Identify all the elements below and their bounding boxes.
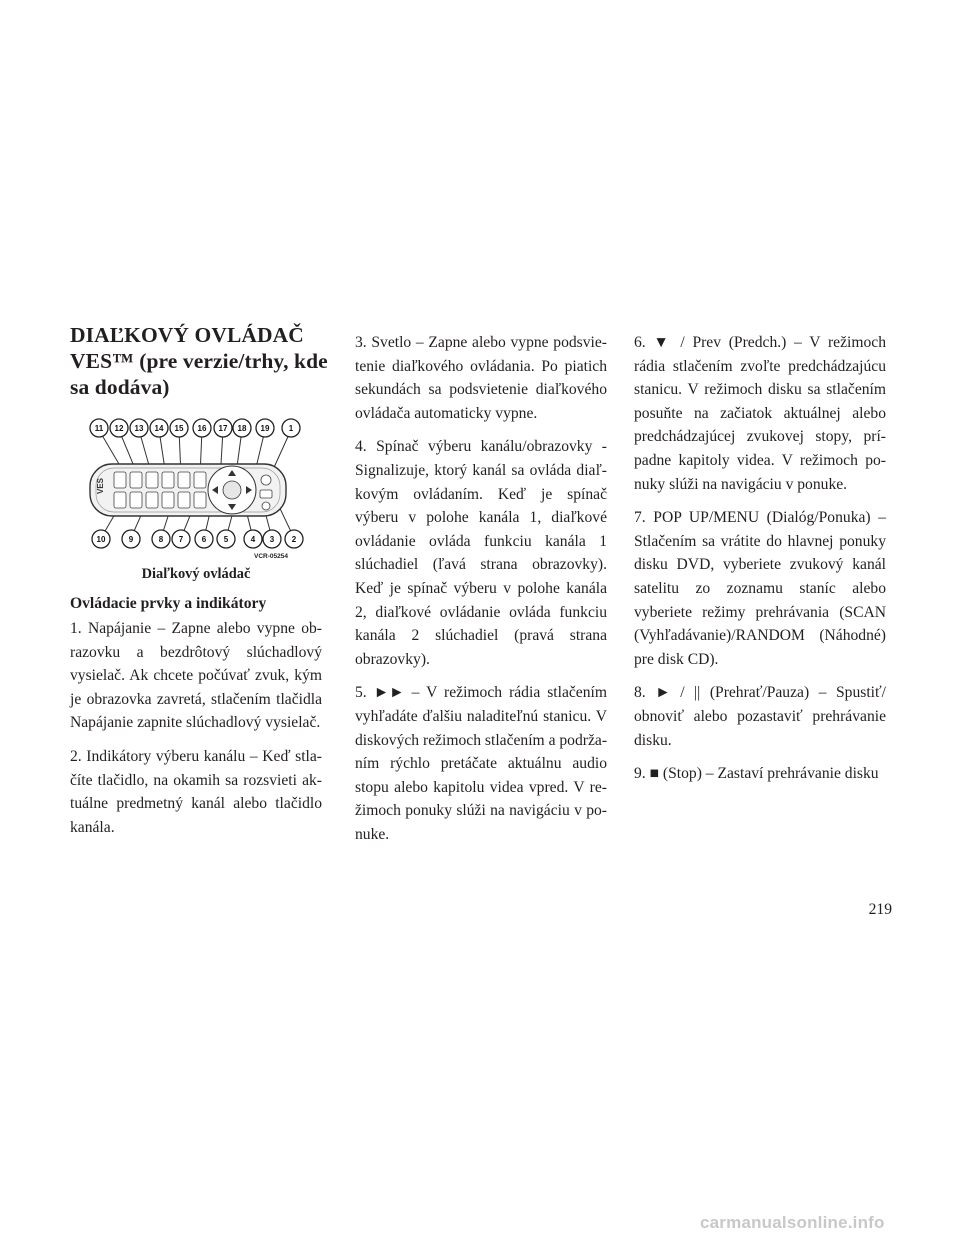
subheading: Ovládacie prvky a indikátory xyxy=(70,595,267,612)
callout-2: 2 xyxy=(291,535,297,544)
callout-5: 5 xyxy=(223,535,229,544)
paragraph-2: 2. Indikátory výberu kanálu – Keď stlačíte tlačidlo, na okamih sa rozsvieti aktuálne predmetný kanál alebo tlačidlo kanála. xyxy=(70,747,322,836)
callout-8: 8 xyxy=(158,535,164,544)
callout-1: 1 xyxy=(288,424,294,433)
figure-caption: Diaľkový ovládač xyxy=(141,566,251,582)
paragraph-6: 6. ▼ / Prev (Predch.) – V režimoch rádia stlačením zvoľte predchádzajúcu stanicu. V režimoch disku sa stlačením posuňte na začiatok aktuálnej alebo predchádzajúcej zvukovej stopy, prípadne kapitoly videa. V režimoch ponuky slúži na navigáciu v ponuke. xyxy=(634,334,886,493)
paragraph-3: 3. Svetlo – Zapne alebo vypne podsvietenie diaľkového ovládania. Po piatich sekundách sa podsvietenie diaľkového ovládača automaticky vypne. xyxy=(355,334,607,422)
callout-13: 13 xyxy=(134,424,144,433)
watermark: carmanualsonline.info xyxy=(700,1213,885,1232)
callout-15: 15 xyxy=(174,424,184,433)
paragraph-9: 9. ■ (Stop) – Zastaví prehrávanie disku xyxy=(634,765,879,783)
paragraph-1: 1. Napájanie – Zapne alebo vypne obrazovku a bezdrôtový slúchadlový vysielač. Ak chcete počúvať zvuk, kým je obrazovka zavretá, stlačením tlačidla Napájanie zapnite slúchadlový vysielač. xyxy=(70,620,322,732)
callout-6: 6 xyxy=(201,535,207,544)
callout-17: 17 xyxy=(218,424,228,433)
paragraph-7: 7. POP UP/MENU (Dialóg/Ponuka) – Stlačením sa vrátite do hlavnej ponuky disku DVD, vyberiete zvukový kanál satelitu zo zoznamu staníc alebo vyberiete režimy prehrávania (SCAN (Vyhľadávanie)/RANDOM (Náhodné) pre disk CD). xyxy=(634,509,886,668)
callout-18: 18 xyxy=(237,424,247,433)
svg-text:VES: VES xyxy=(96,477,105,494)
paragraph-5: 5. ►► – V režimoch rádia stlačením vyhľadáte ďalšiu naladiteľnú stanicu. V diskových režimoch stlačením a podržaním rýchlo pretáčate aktuálnu audio stopu alebo kapitolu videa vpred. V režimoch ponuky slúži na navigáciu v ponuke. xyxy=(355,684,608,843)
callout-4: 4 xyxy=(250,535,256,544)
callout-19: 19 xyxy=(260,424,270,433)
callout-7: 7 xyxy=(178,535,184,544)
remote-control-illustration xyxy=(86,416,308,562)
callout-12: 12 xyxy=(114,424,124,433)
callout-11: 11 xyxy=(94,424,104,433)
callout-14: 14 xyxy=(154,424,164,433)
remote-control-figure xyxy=(86,416,308,562)
callout-9: 9 xyxy=(128,535,134,544)
paragraph-4: 4. Spínač výberu kanálu/obrazovky - Signalizuje, ktorý kanál sa ovláda diaľkovým ovládaním. Keď je spínač výberu v polohe kanála 1, diaľkové ovládanie ovláda funkciu kanála 1 slúchadiel (ľavá strana obrazovky). Keď je spínač výberu v polohe kanála 2, diaľkové ovládanie ovláda funkciu kanála 2 slúchadiel (pravá strana obrazovky). xyxy=(355,438,607,668)
column-1 xyxy=(70,617,322,839)
column-2 xyxy=(355,331,607,846)
callout-3: 3 xyxy=(269,535,275,544)
paragraph-8: 8. ► / || (Prehrať/Pauza) – Spustiť/ obnoviť alebo pozastaviť prehrávanie disku. xyxy=(634,684,886,749)
section-heading: DIAĽKOVÝ OVLÁDAČ VES™ (pre verzie/trhy, kde sa dodáva) xyxy=(70,323,328,399)
callout-16: 16 xyxy=(197,424,207,433)
column-3 xyxy=(634,331,886,786)
page-number: 219 xyxy=(868,901,892,918)
callout-10: 10 xyxy=(96,535,106,544)
figure-code: VCR-05254 xyxy=(254,553,288,560)
